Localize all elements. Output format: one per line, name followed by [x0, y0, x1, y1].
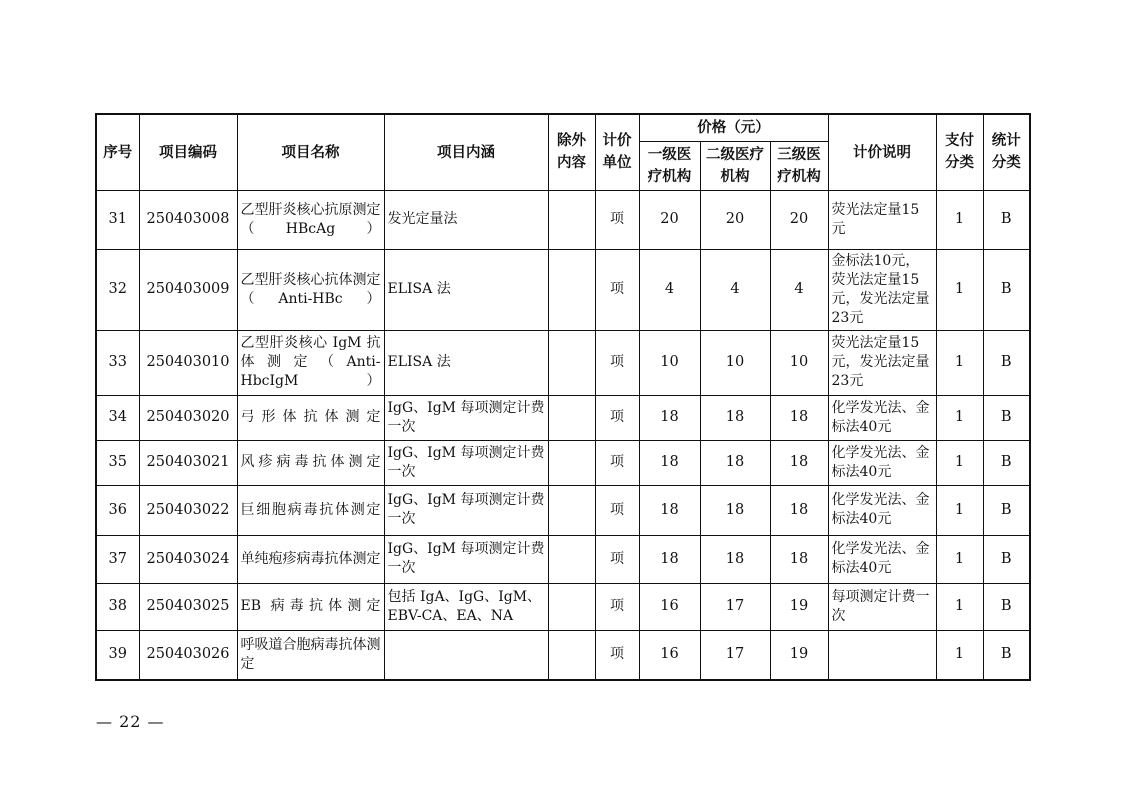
- cell-unit: 项: [595, 440, 639, 485]
- header-code: 项目编码: [139, 114, 237, 190]
- cell-content: ELISA 法: [384, 330, 548, 395]
- cell-payment: 1: [936, 190, 983, 249]
- cell-unit: 项: [595, 395, 639, 440]
- header-level3: 三级医疗机构: [770, 141, 828, 190]
- table-row: [96, 440, 1030, 485]
- cell-code: 250403009: [139, 249, 237, 330]
- cell-code: 250403024: [139, 535, 237, 583]
- cell-price-level1: 16: [639, 583, 700, 630]
- table-row: [96, 395, 1030, 440]
- cell-payment: 1: [936, 440, 983, 485]
- cell-stats: B: [983, 190, 1030, 249]
- cell-price-level3: 18: [770, 395, 828, 440]
- cell-content: 发光定量法: [384, 190, 548, 249]
- cell-price-level2: 20: [700, 190, 770, 249]
- cell-price-level3: 18: [770, 535, 828, 583]
- cell-payment: 1: [936, 630, 983, 680]
- cell-seq: 33: [96, 330, 139, 395]
- cell-price-level2: 18: [700, 485, 770, 535]
- table-row: [96, 485, 1030, 535]
- cell-seq: 34: [96, 395, 139, 440]
- cell-payment: 1: [936, 395, 983, 440]
- cell-price-level3: 19: [770, 583, 828, 630]
- cell-pricing-note: 每项测定计费一次: [828, 583, 936, 630]
- cell-pricing-note: 化学发光法、金标法40元: [828, 440, 936, 485]
- cell-stats: B: [983, 395, 1030, 440]
- cell-content: ELISA 法: [384, 249, 548, 330]
- cell-code: 250403025: [139, 583, 237, 630]
- cell-price-level3: 10: [770, 330, 828, 395]
- table-row: [96, 249, 1030, 330]
- cell-stats: B: [983, 330, 1030, 395]
- header-name: 项目名称: [237, 114, 384, 190]
- header-price-group: 价格（元）: [639, 114, 828, 141]
- cell-unit: 项: [595, 583, 639, 630]
- table-row: [96, 630, 1030, 680]
- cell-unit: 项: [595, 190, 639, 249]
- cell-pricing-note: 金标法10元，荧光法定量15元，发光法定量23元: [828, 249, 936, 330]
- cell-name: 风疹病毒抗体测定: [237, 440, 384, 485]
- cell-price-level1: 18: [639, 440, 700, 485]
- cell-price-level1: 18: [639, 395, 700, 440]
- cell-price-level2: 17: [700, 630, 770, 680]
- header-payment: 支付分类: [936, 114, 983, 190]
- cell-name: 乙型肝炎核心 IgM 抗体测定（Anti-HbcIgM）: [237, 330, 384, 395]
- cell-code: 250403020: [139, 395, 237, 440]
- cell-price-level2: 4: [700, 249, 770, 330]
- cell-pricing-note: 化学发光法、金标法40元: [828, 535, 936, 583]
- table-header: [96, 114, 1030, 190]
- header-unit: 计价单位: [595, 114, 639, 190]
- cell-stats: B: [983, 249, 1030, 330]
- header-content: 项目内涵: [384, 114, 548, 190]
- cell-unit: 项: [595, 330, 639, 395]
- cell-price-level3: 18: [770, 485, 828, 535]
- header-stats: 统计分类: [983, 114, 1030, 190]
- cell-name: 弓形体抗体测定: [237, 395, 384, 440]
- cell-stats: B: [983, 583, 1030, 630]
- cell-price-level1: 16: [639, 630, 700, 680]
- cell-content: IgG、IgM 每项测定计费一次: [384, 440, 548, 485]
- cell-price-level1: 18: [639, 485, 700, 535]
- price-table: [95, 113, 1031, 681]
- cell-name: EB 病毒抗体测定: [237, 583, 384, 630]
- cell-stats: B: [983, 440, 1030, 485]
- cell-name: 乙型肝炎核心抗原测定（HBcAg）: [237, 190, 384, 249]
- header-exclusion: 除外内容: [548, 114, 595, 190]
- cell-seq: 32: [96, 249, 139, 330]
- header-pricing-note: 计价说明: [828, 114, 936, 190]
- cell-pricing-note: 荧光法定量15元，发光法定量23元: [828, 330, 936, 395]
- cell-pricing-note: 荧光法定量15元: [828, 190, 936, 249]
- cell-pricing-note: 化学发光法、金标法40元: [828, 485, 936, 535]
- table-row: [96, 535, 1030, 583]
- cell-price-level3: 4: [770, 249, 828, 330]
- cell-content: IgG、IgM 每项测定计费一次: [384, 535, 548, 583]
- cell-price-level3: 18: [770, 440, 828, 485]
- cell-payment: 1: [936, 249, 983, 330]
- cell-name: 巨细胞病毒抗体测定: [237, 485, 384, 535]
- cell-stats: B: [983, 535, 1030, 583]
- cell-name: 呼吸道合胞病毒抗体测定: [237, 630, 384, 680]
- cell-price-level1: 20: [639, 190, 700, 249]
- table-row: [96, 190, 1030, 249]
- cell-seq: 31: [96, 190, 139, 249]
- cell-price-level1: 18: [639, 535, 700, 583]
- cell-seq: 35: [96, 440, 139, 485]
- cell-payment: 1: [936, 583, 983, 630]
- table-row: [96, 330, 1030, 395]
- cell-payment: 1: [936, 330, 983, 395]
- cell-seq: 38: [96, 583, 139, 630]
- cell-pricing-note: [828, 630, 936, 680]
- cell-exclusion: [548, 630, 595, 680]
- cell-name: 单纯疱疹病毒抗体测定: [237, 535, 384, 583]
- cell-seq: 36: [96, 485, 139, 535]
- cell-code: 250403010: [139, 330, 237, 395]
- cell-exclusion: [548, 249, 595, 330]
- cell-price-level1: 10: [639, 330, 700, 395]
- cell-code: 250403008: [139, 190, 237, 249]
- cell-unit: 项: [595, 535, 639, 583]
- cell-code: 250403026: [139, 630, 237, 680]
- cell-content: IgG、IgM 每项测定计费一次: [384, 485, 548, 535]
- cell-stats: B: [983, 630, 1030, 680]
- cell-name: 乙型肝炎核心抗体测定（Anti-HBc）: [237, 249, 384, 330]
- cell-code: 250403022: [139, 485, 237, 535]
- cell-unit: 项: [595, 249, 639, 330]
- cell-payment: 1: [936, 485, 983, 535]
- table-row: [96, 583, 1030, 630]
- cell-unit: 项: [595, 630, 639, 680]
- cell-content: IgG、IgM 每项测定计费一次: [384, 395, 548, 440]
- cell-price-level2: 17: [700, 583, 770, 630]
- cell-exclusion: [548, 395, 595, 440]
- cell-price-level3: 19: [770, 630, 828, 680]
- cell-exclusion: [548, 535, 595, 583]
- cell-price-level1: 4: [639, 249, 700, 330]
- cell-exclusion: [548, 583, 595, 630]
- cell-unit: 项: [595, 485, 639, 535]
- cell-exclusion: [548, 190, 595, 249]
- cell-stats: B: [983, 485, 1030, 535]
- cell-payment: 1: [936, 535, 983, 583]
- cell-seq: 39: [96, 630, 139, 680]
- cell-pricing-note: 化学发光法、金标法40元: [828, 395, 936, 440]
- header-seq: 序号: [96, 114, 139, 190]
- cell-content: 包括 IgA、IgG、IgM、EBV-CA、EA、NA: [384, 583, 548, 630]
- cell-code: 250403021: [139, 440, 237, 485]
- cell-price-level2: 18: [700, 395, 770, 440]
- header-level2: 二级医疗机构: [700, 141, 770, 190]
- cell-exclusion: [548, 485, 595, 535]
- cell-price-level3: 20: [770, 190, 828, 249]
- cell-price-level2: 18: [700, 440, 770, 485]
- cell-exclusion: [548, 440, 595, 485]
- table-body: [96, 190, 1030, 680]
- cell-exclusion: [548, 330, 595, 395]
- cell-seq: 37: [96, 535, 139, 583]
- cell-price-level2: 18: [700, 535, 770, 583]
- header-level1: 一级医疗机构: [639, 141, 700, 190]
- page-number: — 22 —: [96, 712, 165, 731]
- cell-price-level2: 10: [700, 330, 770, 395]
- cell-content: [384, 630, 548, 680]
